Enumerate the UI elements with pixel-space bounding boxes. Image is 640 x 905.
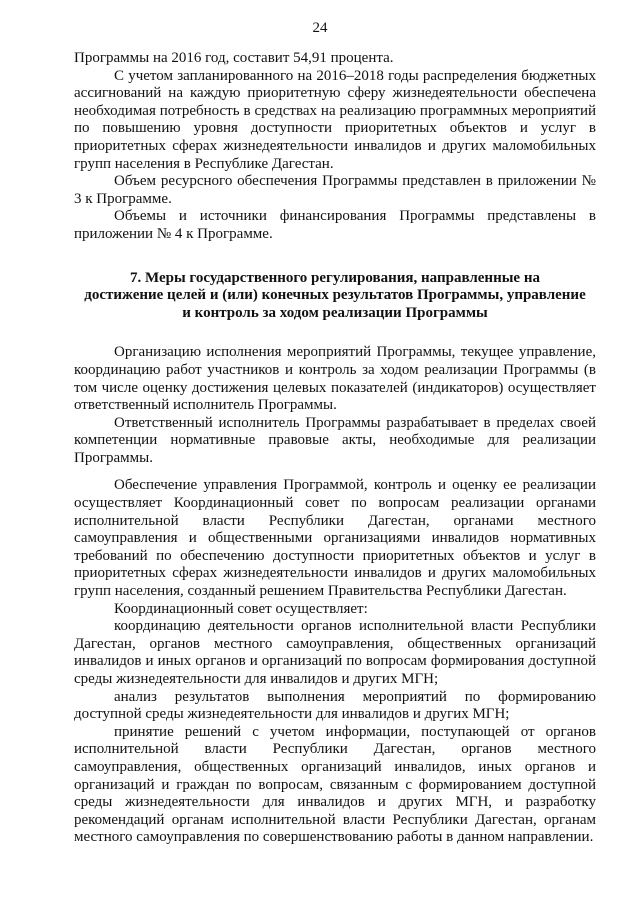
paragraph-council-coordination: координацию деятельности органов исполнительной власти Республики Дагестан, органов местного самоуправления, общественных организаций инвалидов и иных органов и организаций по вопросам формирования доступной среды жизнедеятельности для инвалидов и других МГН;: [74, 618, 596, 687]
page-number: 24: [312, 20, 328, 36]
section-heading-line-1: 7. Меры государственного регулирования, направленные на: [130, 269, 540, 286]
paragraph-funding-sources: Объемы и источники финансирования Программы представлены в приложении № 4 к Программе.: [74, 208, 596, 242]
paragraph-legal-acts: Ответственный исполнитель Программы разрабатывает в пределах своей компетенции нормативные правовые акты, необходимые для реализации Программы.: [74, 414, 596, 466]
paragraph-coordination-council: Обеспечение управления Программой, контроль и оценку ее реализации осуществляет Координационный совет по вопросам реализации органами исполнительной власти Республики Дагестан, органами местного самоуправления и общественными организациями инвалидов нормативных требований по обеспечению доступности приоритетных объектов и услуг в приоритетных сферах жизнедеятельности инвалидов и других маломобильных групп населения, созданный решением Правительства Республики Дагестан.: [74, 477, 596, 600]
section-heading-line-3: и контроль за ходом реализации Программы: [182, 304, 488, 321]
paragraph-council-analysis: анализ результатов выполнения мероприятий по формированию доступной среды жизнедеятельности для инвалидов и других МГН;: [74, 688, 596, 723]
paragraph-budget-allocation: С учетом запланированного на 2016–2018 годы распределения бюджетных ассигнований на каждую приоритетную сферу жизнедеятельности обеспечена необходимая потребность в средствах на реализацию программных мероприятий по повышению уровня доступности приоритетных объектов и услуг в приоритетных сферах жизнедеятельности инвалидов и других маломобильных групп населения в Республике Дагестан.: [74, 67, 596, 172]
section-heading: [74, 270, 596, 323]
section-heading-line-2: достижение целей и (или) конечных результатов Программы, управление: [84, 287, 586, 304]
paragraph-resource-volume: Объем ресурсного обеспечения Программы представлен в приложении № 3 к Программе.: [74, 173, 596, 207]
paragraph-council-decisions: принятие решений с учетом информации, поступающей от органов исполнительной власти Республики Дагестан, органов местного самоуправления, общественных организаций инвалидов, иных органов и организаций и граждан по вопросам, связанным с формированием доступной среды жизнедеятельности для инвалидов и других МГН, и разработку рекомендаций органам исполнительной власти Республики Дагестан, органам местного самоуправления по совершенствованию работы в данном направлении.: [74, 723, 596, 846]
paragraph-continuation: Программы на 2016 год, составит 54,91 процента.: [74, 50, 394, 66]
paragraph-council-functions-intro: Координационный совет осуществляет:: [114, 600, 368, 617]
paragraph-program-management: Организацию исполнения мероприятий Программы, текущее управление, координацию работ участников и контроль за ходом реализации Программы (в том числе оценку достижения целевых показателей (индикаторов) осуществляет ответственный исполнитель Программы.: [74, 344, 596, 414]
document-body: [74, 50, 596, 847]
